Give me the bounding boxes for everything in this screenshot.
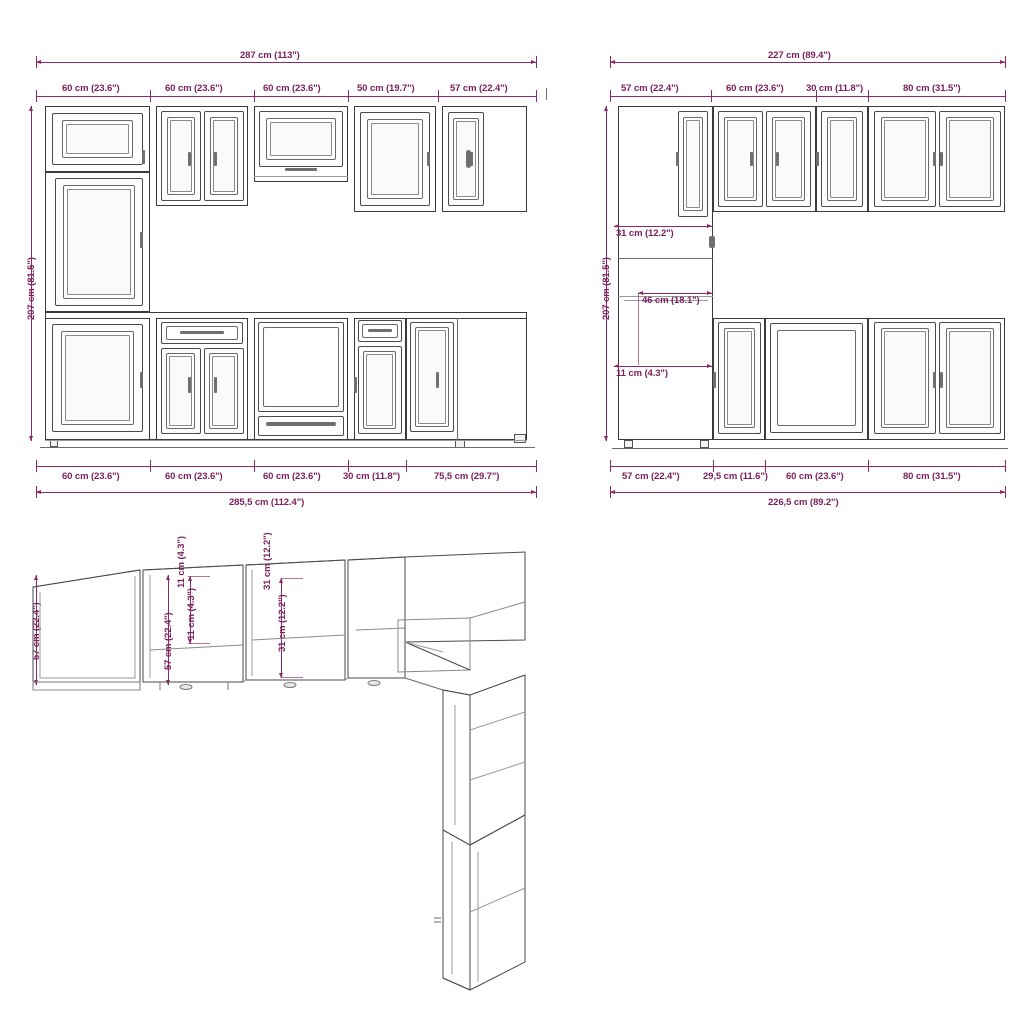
dim-tick [610,56,611,68]
reference-tick [546,88,547,100]
dim-arrow [29,436,33,441]
dim-arrow [707,224,712,228]
dim-tick [1005,56,1006,68]
dim-bottom-seg-3-right: 60 cm (23.6") [786,471,844,482]
door-handle [188,377,191,393]
dim-tick [36,486,37,498]
door-handle [676,152,679,166]
dim-bottom-seg-4-right: 80 cm (31.5") [903,471,961,482]
dim-bottom-seg-4-left: 30 cm (11.8") [343,471,401,482]
dim-top-seg-1-left: 60 cm (23.6") [62,83,120,94]
door-handle [427,152,430,166]
dim-arrow [604,436,608,441]
door-handle [940,372,943,388]
dim-tick [36,460,37,472]
appliance-drawer [258,416,344,436]
plinth-line [45,440,527,441]
dim-line-11cm [614,366,712,367]
cabinet-foot [700,440,709,448]
dim-tick [610,486,611,498]
door-handle [140,232,143,248]
dim-tick [36,90,37,102]
dim-top-seg-3-left: 60 cm (23.6") [263,83,321,94]
dim-line-46cm [638,293,712,294]
door-handle [933,372,936,388]
dim-line-top-total-right [610,62,1005,63]
dim-bottom-seg-1-right: 57 cm (22.4") [622,471,680,482]
door-handle [776,152,779,166]
door-inset-inner [949,331,991,425]
door-inset-inner [686,120,700,208]
door-handle [940,152,943,166]
dim-tick [36,56,37,68]
dim-top-total-left: 287 cm (113") [240,50,300,61]
door-handle [750,152,753,166]
dim-tick [1005,486,1006,498]
dim-top-seg-4-left: 50 cm (19.7") [357,83,415,94]
door-handle [140,372,143,388]
dim-tick [868,460,869,472]
dim-tick [536,486,537,498]
door-inset-inner [727,331,752,425]
dim-tick [536,460,537,472]
dim-tick [711,90,712,102]
door-inset-inner [884,331,926,425]
dim-persp-11: 11 cm (4.3") [186,588,197,640]
dim-persp-57-2: 57 cm (22.4") [163,612,174,670]
dim-line-31cm [614,226,712,227]
dim-tick [150,90,151,102]
door-handle [933,152,936,166]
cabinet-foot [514,434,526,443]
appliance-handle [266,422,336,426]
dim-top-seg-2-left: 60 cm (23.6") [165,83,223,94]
appliance-glass [777,330,856,426]
door-inset-inner [366,354,393,426]
drawer-handle [368,329,392,332]
view-elevation-left [0,0,560,520]
dim-top-seg-2-right: 60 cm (23.6") [726,83,784,94]
door-handle [354,377,357,393]
dim-arrow [707,364,712,368]
dim-tick [610,90,611,102]
dim-tick [1005,90,1006,102]
dim-bottom-total-left: 285,5 cm (112.4") [229,497,305,508]
dim-persp-31-alt: 31 cm (12.2") [262,532,273,590]
dim-top-seg-1-right: 57 cm (22.4") [621,83,679,94]
dim-bottom-seg-3-left: 60 cm (23.6") [263,471,321,482]
corner-edge [457,318,458,440]
dim-persp-11-alt: 11 cm (4.3") [176,536,187,588]
dim-top-total-right: 227 cm (89.4") [768,50,831,61]
dim-arrow [29,106,33,111]
view-perspective [0,530,1024,1024]
door-handle [142,150,145,164]
dim-tick [438,90,439,102]
cabinet-edge [254,176,348,177]
isometric-wireframe [0,530,1024,1000]
dim-tick [868,90,869,102]
floor-line [612,448,1008,449]
dim-bottom-seg-5-left: 75,5 cm (29.7") [434,471,500,482]
dim-line-top-segments-left [36,96,536,97]
dim-persp-57-left: 57 cm (22.4") [31,602,42,660]
cabinet-foot [624,440,633,448]
dim-inner-31cm: 31 cm (12.2") [616,228,674,239]
door-inset-inner [66,124,129,154]
dim-tick [348,90,349,102]
dim-line-top-total-left [36,62,536,63]
door-handle [816,152,819,166]
dim-top-seg-4-right: 80 cm (31.5") [903,83,961,94]
door-handle [188,152,191,166]
dim-tick [536,90,537,102]
door-inset-inner [65,335,130,421]
appliance-glass [263,327,339,407]
door-handle [214,377,217,393]
dim-line-bottom-segments-right [610,466,1005,467]
dim-line-bottom-total-left [36,492,536,493]
larder-division [618,258,713,259]
dim-bottom-seg-2-right: 29,5 cm (11.6") [703,471,768,482]
floor-line [40,447,535,448]
door-inset-inner [775,120,802,198]
door-handle [713,372,716,388]
door-inset-inner [418,330,446,424]
dim-extension [638,293,639,365]
dim-line-bottom-total-right [610,492,1005,493]
dim-top-seg-5-left: 57 cm (22.4") [450,83,508,94]
dim-tick [610,460,611,472]
door-inset-inner [884,120,926,198]
cabinet-foot [50,440,58,447]
door-handle [285,168,317,171]
door-inset-inner [830,120,854,198]
dim-tick [536,56,537,68]
door-inset-inner [371,123,419,195]
view-elevation-right [600,0,1024,520]
door-inset-inner [67,189,131,295]
dim-persp-31: 31 cm (12.2") [277,594,288,652]
dim-line-bottom-segments-left [36,466,536,467]
dim-line-top-segments-right [610,96,1005,97]
dim-bottom-total-right: 226,5 cm (89.2") [768,497,839,508]
dim-height-left: 207 cm (81.5") [26,257,37,320]
dim-top-seg-3-right: 30 cm (11.8") [806,83,864,94]
door-inset-inner [949,120,991,198]
dim-bottom-seg-2-left: 60 cm (23.6") [165,471,223,482]
dim-tick [406,460,407,472]
dim-height-right: 207 cm (81.5") [601,257,612,320]
dim-tick [1005,460,1006,472]
door-handle [709,236,715,248]
dim-bottom-seg-1-left: 60 cm (23.6") [62,471,120,482]
dim-inner-46cm: 46 cm (18.1") [642,295,700,306]
dim-inner-11cm: 11 cm (4.3") [616,368,668,379]
dim-arrow [604,106,608,111]
corner-handle [466,150,471,168]
dim-tick [254,460,255,472]
dim-arrow [707,291,712,295]
door-inset-inner [270,122,332,156]
drawer-handle [180,331,224,334]
door-handle [214,152,217,166]
door-handle [436,372,439,388]
dim-tick [150,460,151,472]
dim-tick [254,90,255,102]
